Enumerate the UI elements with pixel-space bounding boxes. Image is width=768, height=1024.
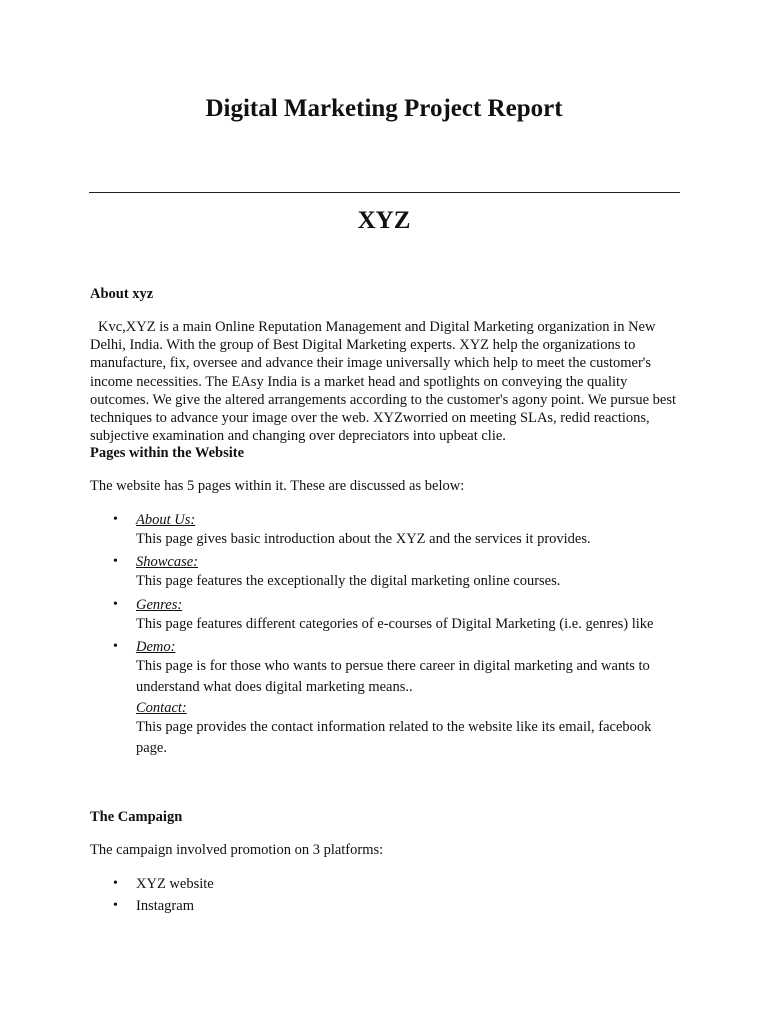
page-item-desc-contact: This page provides the contact information related to the website like its email, facebook page. <box>136 719 652 756</box>
company-name: XYZ <box>357 207 411 234</box>
page-item-desc-genres: This page features different categories of e-courses of Digital Marketing (i.e. genres) like <box>136 616 654 632</box>
bullet-icon: • <box>113 898 118 913</box>
document-title: Digital Marketing Project Report <box>205 95 563 122</box>
campaign-heading: The Campaign <box>90 809 183 825</box>
page-item-title-genres: Genres: <box>136 597 183 613</box>
bullet-icon: • <box>113 876 118 891</box>
bullet-icon: • <box>113 554 118 569</box>
page-item-title-about-us: About Us: <box>136 512 196 528</box>
campaign-intro: The campaign involved promotion on 3 platforms: <box>90 842 384 858</box>
about-paragraph: Kvc,XYZ is a main Online Reputation Management and Digital Marketing organization in New Delhi, India. With the group of Best Digital Marketing experts. XYZ help the organizations to manufacture, fix, oversee and advance their image universally which help to meet the customer's income necessities. The EAsy India is a market head and spotlights on conveying the quality outcomes. We give the altered arrangements according to the customer's agony point. We pursue best techniques to advance your image over the web. XYZworried on meeting SLAs, redid reactions, subjective examination and changing over depreciators into upbeat clie. <box>90 319 677 445</box>
page-item-title-showcase: Showcase: <box>136 554 199 570</box>
pages-heading: Pages within the Website <box>90 445 244 461</box>
bullet-icon: • <box>113 597 118 612</box>
bullet-icon: • <box>113 639 118 654</box>
horizontal-rule <box>89 192 680 193</box>
page-item-desc-showcase: This page features the exceptionally the digital marketing online courses. <box>136 573 561 589</box>
page-item-title-demo: Demo: <box>136 639 176 655</box>
page-item-desc-demo: This page is for those who wants to persue there career in digital marketing and wants to understand what does digital marketing means.. <box>136 658 650 695</box>
page-item-title-contact: Contact: <box>136 700 187 716</box>
bullet-icon: • <box>113 512 118 527</box>
platform-item: XYZ website <box>136 876 214 892</box>
page-item-desc-about-us: This page gives basic introduction about the XYZ and the services it provides. <box>136 531 591 547</box>
about-heading: About xyz <box>90 286 154 302</box>
platform-item: Instagram <box>136 898 194 914</box>
pages-intro: The website has 5 pages within it. These are discussed as below: <box>90 478 465 494</box>
